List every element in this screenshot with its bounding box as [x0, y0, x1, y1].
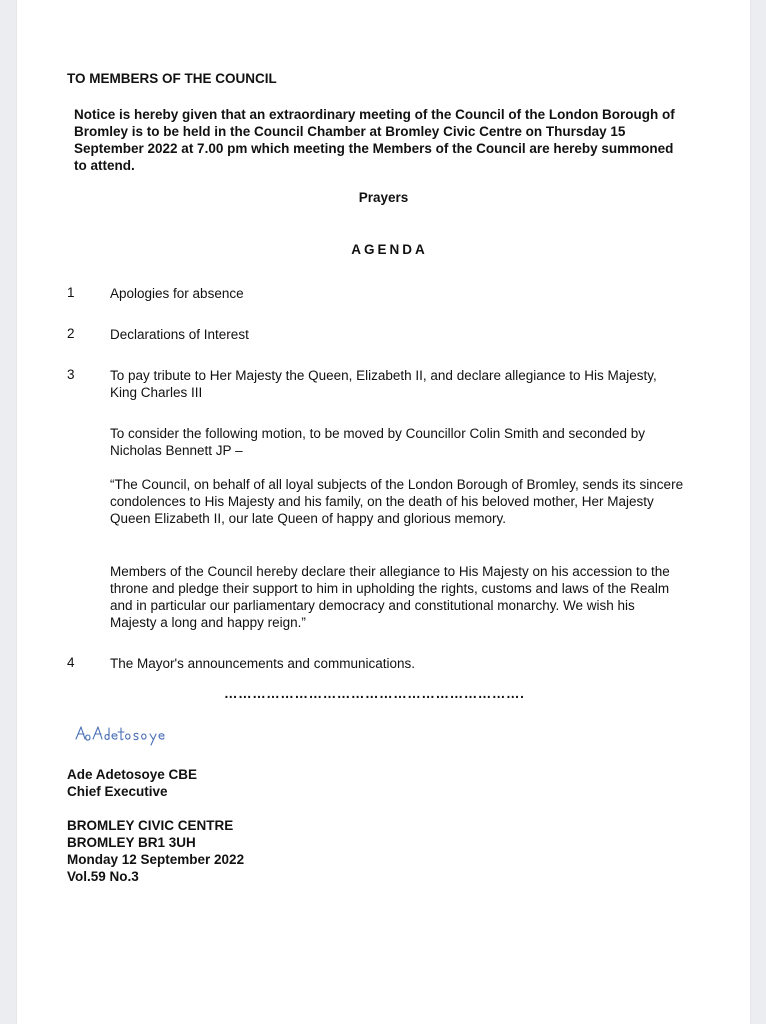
document-date: Monday 12 September 2022 [67, 852, 245, 867]
agenda-item-1-text: Apologies for absence [110, 286, 244, 301]
document-heading: TO MEMBERS OF THE COUNCIL [67, 71, 277, 86]
address-block [67, 817, 244, 885]
agenda-item-2-number: 2 [67, 326, 75, 341]
prayers-label: Prayers [358, 190, 409, 205]
motion-paragraph-2: Members of the Council hereby declare their allegiance to His Majesty on his accession to the throne and pledge their support to him in upholding the rights, customs and laws of the Realm and in particular our parliamentary democracy and constitutional monarchy. We wish his Majesty a long and happy reign.” [110, 564, 670, 630]
agenda-item-2-text: Declarations of Interest [110, 327, 249, 342]
agenda-title: AGENDA [351, 242, 428, 257]
document-page [17, 0, 750, 1024]
agenda-item-1-number: 1 [67, 285, 75, 300]
agenda-item-3-text: To pay tribute to Her Majesty the Queen, Elizabeth II, and declare allegiance to His Majesty, King Charles III [110, 368, 657, 400]
signatory-name: Ade Adetosoye CBE [67, 767, 198, 782]
volume-number: Vol.59 No.3 [67, 869, 139, 884]
motion-paragraph-1: “The Council, on behalf of all loyal subjects of the London Borough of Bromley, sends its sincere condolences to His Majesty and his family, on the death of his beloved mother, Her Majesty Queen Elizabeth II, our late Queen of happy and glorious memory. [110, 477, 684, 526]
address-line-2: BROMLEY BR1 3UH [67, 835, 196, 850]
agenda-item-4-number: 4 [67, 655, 75, 670]
motion-intro: To consider the following motion, to be moved by Councillor Colin Smith and seconded by Nicholas Bennett JP – [110, 426, 646, 458]
handwritten-signature [73, 719, 213, 749]
signatory-block [67, 766, 197, 800]
address-line-1: BROMLEY CIVIC CENTRE [67, 818, 234, 833]
dotted-separator: ………………………………………………………. [224, 686, 525, 701]
meeting-notice: Notice is hereby given that an extraordinary meeting of the Council of the London Borough of Bromley is to be held in the Council Chamber at Bromley Civic Centre on Thursday 15 September 2022 at 7.00 pm which meeting the Members of the Council are hereby summoned to attend. [74, 107, 675, 173]
agenda-item-3-number: 3 [67, 367, 75, 382]
signatory-title: Chief Executive [67, 784, 168, 799]
agenda-item-4-text: The Mayor's announcements and communications. [110, 656, 415, 671]
